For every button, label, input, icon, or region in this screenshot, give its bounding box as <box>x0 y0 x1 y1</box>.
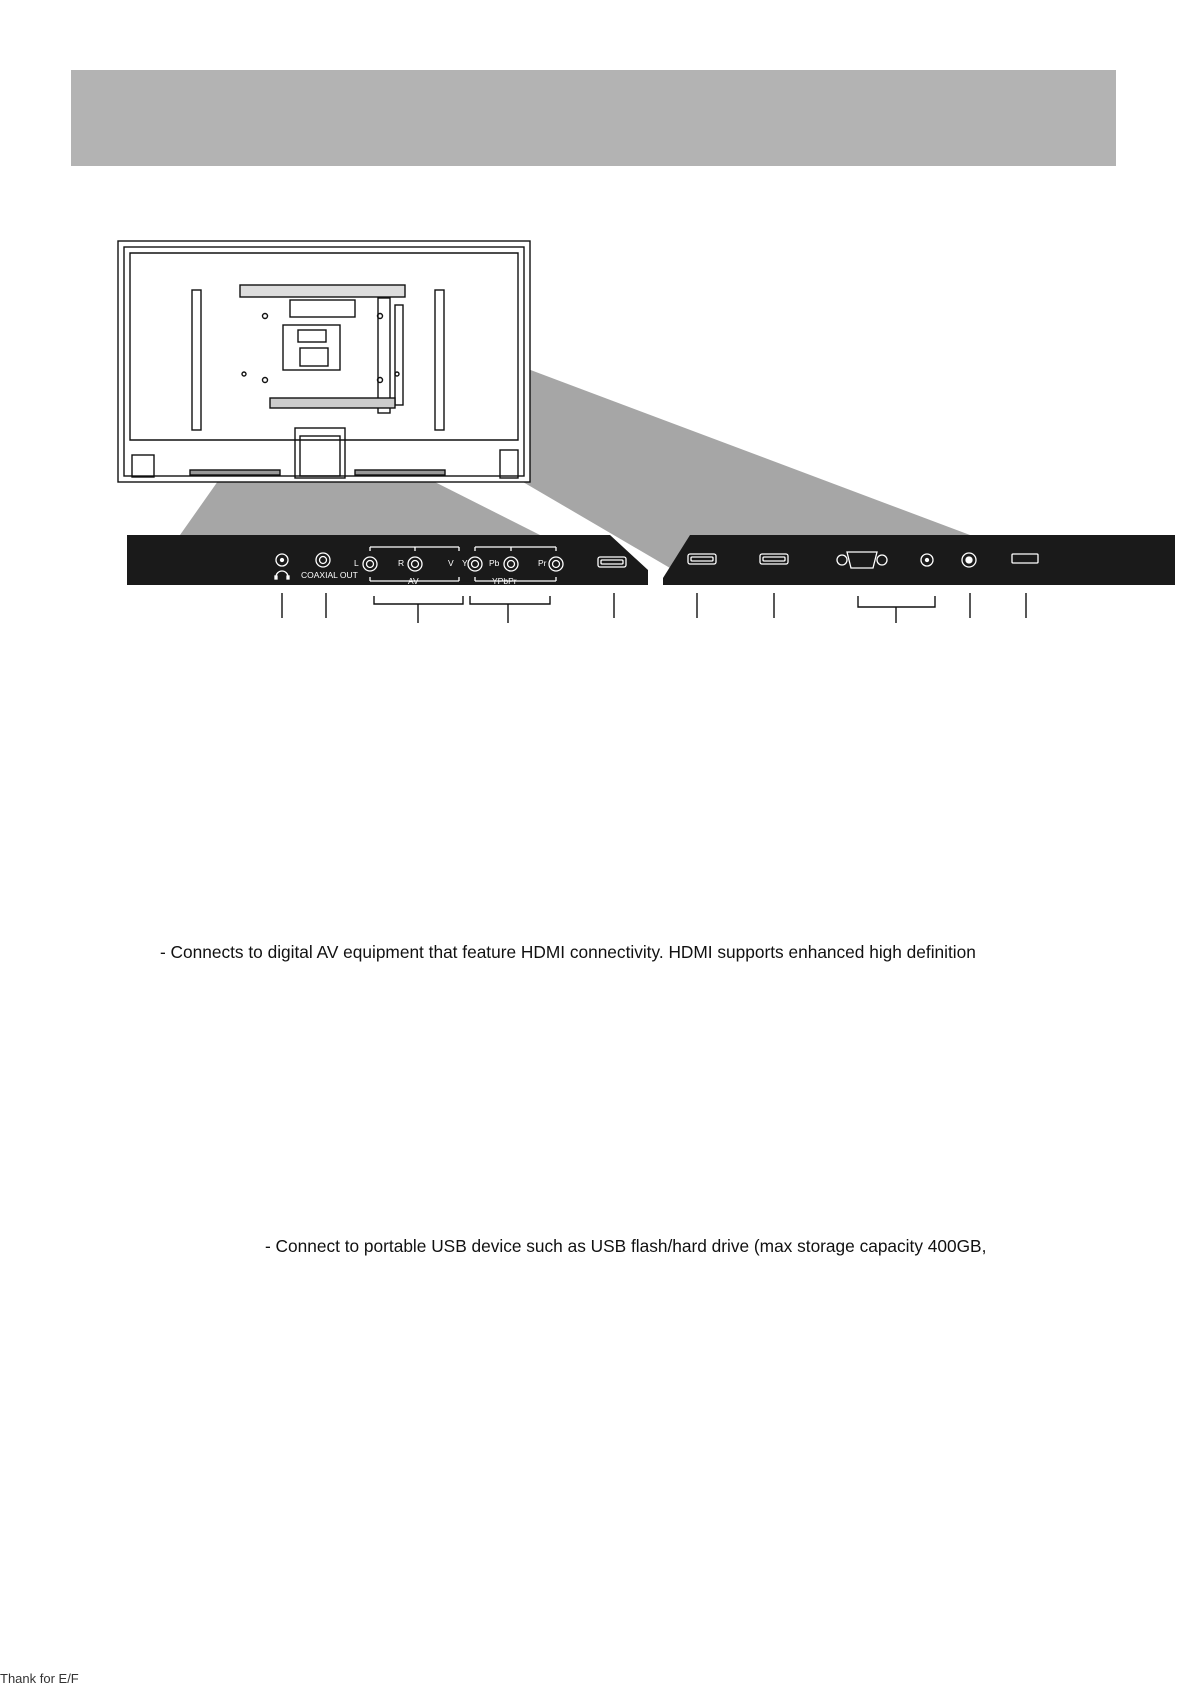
ypbpr-pb-label: Pb <box>489 558 500 568</box>
av-l-label: L <box>354 558 359 568</box>
av-r-label: R <box>398 558 405 568</box>
tv-rear-view <box>118 241 530 482</box>
ypbpr-pr-label: Pr <box>538 558 547 568</box>
footer-text-partial: Thank for E/F <box>0 1672 79 1685</box>
ypbpr-y-label: Y <box>462 558 468 568</box>
coaxial-out-label: COAXIAL OUT <box>301 570 358 580</box>
connector-panel-left <box>127 535 648 585</box>
av-group-label: AV <box>408 576 419 586</box>
ypbpr-group-label: YPbPr <box>492 576 517 586</box>
callout-leaders <box>282 593 1026 623</box>
connector-panel-right <box>663 535 1175 585</box>
usb-description: - Connect to portable USB device such as USB flash/hard drive (max storage capacity 400GB, <box>265 1236 987 1256</box>
hdmi-description: - Connects to digital AV equipment that feature HDMI connectivity. HDMI supports enhanced high definition <box>160 942 976 962</box>
tv-rear-connections-figure <box>0 0 1192 640</box>
av-v-label: V <box>448 558 454 568</box>
